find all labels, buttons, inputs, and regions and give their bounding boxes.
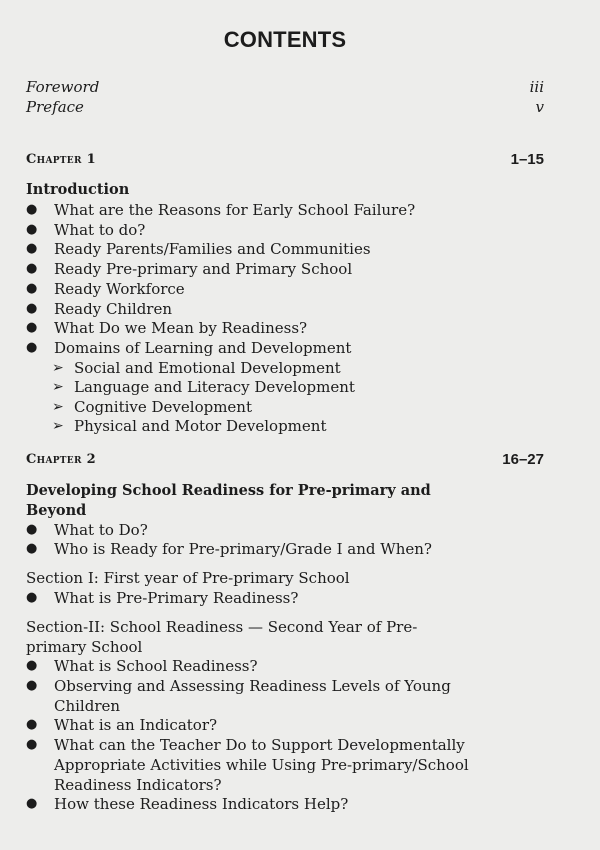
front-matter-preface-page: v [535,98,544,116]
front-matter-foreword: Foreword [26,78,100,96]
arrowhead-icon: ➢ [52,360,64,376]
bullet-icon: ● [26,281,38,296]
chapter-1-pages: 1–15 [510,151,544,168]
bullet-icon: ● [26,261,38,276]
front-matter-foreword-page: iii [529,78,544,96]
chapter-2-pages: 16–27 [502,451,544,468]
bullet-icon: ● [26,241,38,256]
bullet-icon: ● [26,796,38,811]
bullet-icon: ● [26,541,38,556]
arrowhead-icon: ➢ [52,399,64,415]
chapter-2-label: Chapter 2 [26,452,96,467]
arrowhead-icon: ➢ [52,379,64,395]
page-title: CONTENTS [223,27,347,52]
chapter-1-label: Chapter 1 [26,152,96,167]
bullet-icon: ● [26,590,38,605]
front-matter-preface: Preface [26,98,84,116]
arrowhead-icon: ➢ [52,418,64,434]
bullet-icon: ● [26,737,38,752]
bullet-icon: ● [26,340,38,355]
section-2-title: Section-II: School Readiness — Second Year of Pre-primary School [26,618,418,656]
bullet-icon: ● [26,522,38,537]
section-1-title: Section I: First year of Pre-primary School [26,569,350,587]
bullet-icon: ● [26,320,38,335]
contents-page: CONTENTS Foreword iii Preface v Chapter 1 1–15 Introduction ● What are the Reasons for Early School Failure? ● What to do? ● Ready Parents/Families and Communities ● Ready Pre-primary and Primary School ● Ready Workforce ● Ready Children ● What Do we Mean by Readiness? ● Domains of Learning and Development ➢ Social and Emotional Development ➢ Language and Literacy Development ➢ Cognitive Development ➢ Physical and Motor Development Chapter 2 16–27 Developing School Readiness for Pre-primary and Beyond ● What to Do? ● Who is Ready for Pre-primary/Grade I and When? Section I: First year of Pre-primary School ● What is Pre-Primary Readiness? Section-II: School Readiness — Second Year of Pre-primary School ● What is School Readiness? ● Observing and Assessing Readiness Levels of Young Children ● What is an Indicator? ● What can the Teacher Do to Support Developmentally Appropriate Activities while Using Pre-primary/School Readiness Indicators? ● How these Readiness Indicators Help? [0,0,600,850]
bullet-icon: ● [26,222,38,237]
chapter-1-heading: Introduction [26,181,130,198]
chapter-2-heading: Developing School Readiness for Pre-primary and Beyond [26,482,431,519]
bullet-icon: ● [26,717,38,732]
bullet-icon: ● [26,301,38,316]
bullet-icon: ● [26,202,38,217]
bullet-icon: ● [26,678,38,693]
bullet-icon: ● [26,658,38,673]
